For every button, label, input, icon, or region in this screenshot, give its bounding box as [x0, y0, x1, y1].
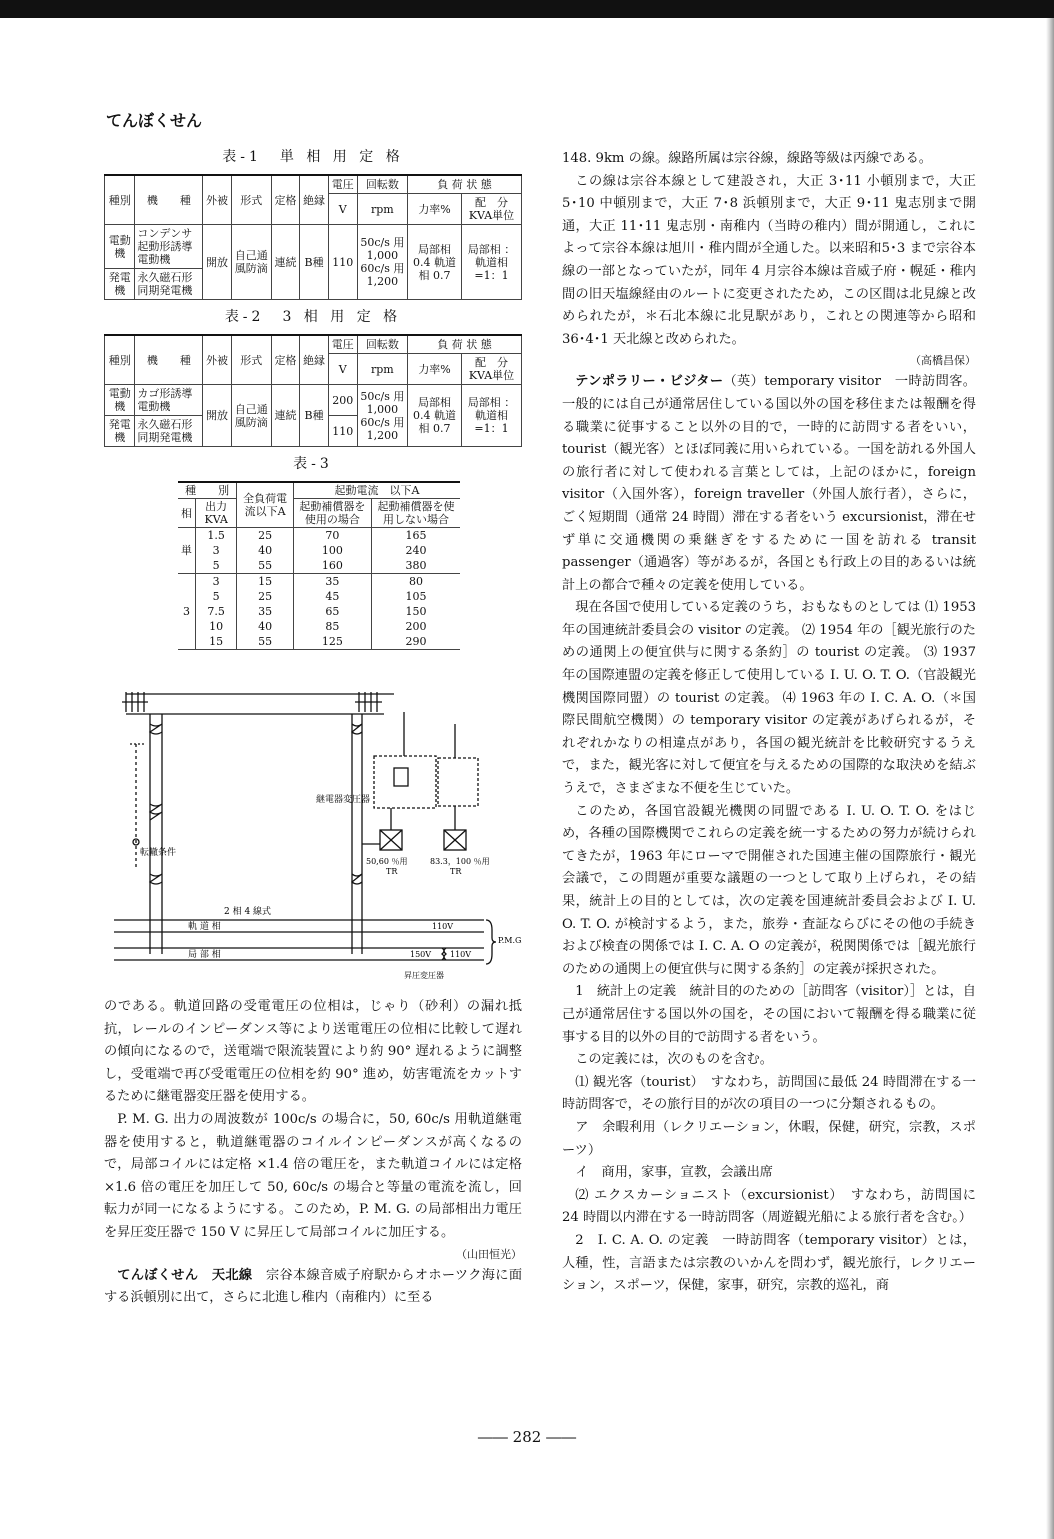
table2	[104, 334, 522, 447]
t2-h-dist: 配 分	[475, 356, 508, 369]
table-row	[178, 543, 460, 558]
right-p2: この線は宗谷本線として建設され，大正 3･11 小頓別まで，大正 5･10 中頓別まで，大正 7･8 浜頓別まで，大正 9･11 鬼志別まで開通，大正 11･11 鬼志別・南稚内（当時の稚内）間が開通し，これによって宗谷本線は旭川・稚内間が全通した。以来昭和5･3 まで宗谷本線の一部となっていたが，同年 4 月宗谷本線は音威子府・幌延・稚内間の旧天塩線経由のルートに変更されたため，この区間は北見線と改められたが，＊石北本線に北見駅があり，これとの関連等から昭和 36･4･1 天北線と改められた。	[562, 173, 976, 347]
table1	[104, 174, 522, 300]
t1-h-dist-unit: KVA単位	[468, 209, 515, 222]
t3-single-cell-full: 55	[237, 558, 294, 574]
t1-h-insul: 絶縁	[300, 175, 329, 225]
t3-single-cell-w: 100	[293, 543, 371, 558]
label-relay-transformer: 継電器変圧器	[316, 795, 371, 805]
page-top-border	[0, 0, 1054, 18]
t3-three-cell-wo: 80	[371, 574, 460, 590]
left-top-hatch	[122, 692, 148, 712]
table-row	[178, 619, 460, 634]
t3-three-cell-w: 45	[293, 589, 371, 604]
t2-dist: 局部相 ：軌道相 =1：1	[462, 385, 522, 447]
t1-rating: 連続	[271, 225, 300, 300]
t3-three-cell-w: 65	[293, 604, 371, 619]
transformer-tr2	[444, 830, 466, 850]
t1-h-dist: 配 分	[475, 196, 508, 209]
t2-rating: 連続	[271, 385, 300, 447]
page-number: ―― 282 ――	[477, 1428, 577, 1446]
t1-h-load: 負 荷 状 態	[408, 175, 522, 194]
t3-three-cell-w: 35	[293, 574, 371, 590]
t3-three-phase-label: 3	[178, 574, 196, 650]
t1-r2-type: 発電機	[105, 269, 135, 300]
t1-r2-machine: 永久磁石形同期発電機	[135, 269, 203, 300]
label-110v-b: 110V	[450, 950, 472, 959]
t3-single-cell-out: 3	[196, 543, 237, 558]
right-p7: この定義には，次のものを含む。	[575, 1052, 773, 1068]
t3-three-cell-full: 15	[237, 574, 294, 590]
t3-three-cell-wo: 150	[371, 604, 460, 619]
right-p6: 1 統計上の定義 統計目的のための［訪問客（visitor）］とは，自己が通常居住する国以外の国を，その国において報酬を得る職業に従事する目的以外の目的で訪問する者をいう。	[562, 984, 976, 1045]
t1-h-voltage: 電圧	[328, 175, 357, 194]
t3-three-cell-w: 125	[293, 634, 371, 650]
t3-three-cell-w: 85	[293, 619, 371, 634]
t2-h-machine: 機 種	[135, 335, 203, 385]
table-row	[178, 604, 460, 619]
t1-cover: 開放	[203, 225, 232, 300]
t3-h-with: 起動補償器を使用の場合	[293, 499, 371, 528]
t3-three-cell-full: 25	[237, 589, 294, 604]
label-bond: 転轍条件	[140, 848, 177, 858]
t3-three-cell-out: 3	[196, 574, 237, 590]
entry-term-temporary-visitor: テンポラリー・ビジター	[575, 374, 724, 390]
t3-three-cell-full: 35	[237, 604, 294, 619]
t3-three-cell-full: 40	[237, 619, 294, 634]
right-p1: 148. 9km の線。線路所属は宗谷線，線路等級は丙線である。	[562, 151, 932, 166]
t3-single-cell-w: 160	[293, 558, 371, 574]
t2-h-type: 種別	[105, 335, 135, 385]
t3-three-cell-out: 5	[196, 589, 237, 604]
table2-caption: 表-2 3 相 用 定 格	[224, 309, 402, 325]
t2-h-voltage: 電圧	[328, 335, 357, 354]
label-150v: 150V	[410, 950, 432, 959]
t3-three-cell-wo: 105	[371, 589, 460, 604]
table1-caption: 表-1 単 相 用 定 格	[222, 149, 404, 165]
t3-single-cell-wo: 380	[371, 558, 460, 574]
left-column	[104, 140, 522, 1310]
t1-h-dist-cell	[462, 194, 522, 225]
label-tr2: 83.3，100 ％用	[430, 857, 490, 866]
t3-h-without: 起動補償器を使用しない場合	[371, 499, 460, 528]
label-local: 局 部 相	[188, 950, 221, 960]
t2-h-pf: 力率%	[408, 354, 462, 385]
right-p3: （英）temporary visitor 一時訪問客。一般的には自己が通常居住している国以外の国を移住または報酬を得る職業に従事すること以外の目的で，一時的に訪問する者をいい，tourist（観光客）とほぼ同義に用いられている。一国を訪れる外国人の旅行者に対して使われる言葉としては，上記のほかに，foreign visitor（入国外客），foreign traveller（外国人旅行者），さらに，ごく短期間（通常 24 時間）滞在する者をいう excursionist，滞在せず単に交通機関の乗継ぎをするために一国を訪れる transit passenger（通過客）等があるが，各国とも行政上の目的あるいは統計上の都合で種々の定義を使用している。	[562, 374, 976, 593]
t1-h-pf: 力率%	[408, 194, 462, 225]
left-coils	[150, 724, 162, 884]
right-p5: このため，各国官設観光機関の同盟である I. U. O. T. O. をはじめ，各種の国際機関でこれらの定義を統一するための努力が続けられてきたが，1963 年にローマで開催された国連主催の国際旅行・観光会議で，この問題が重要な議題の一つとして取り上げられ，その結果，統計上の目的としては，次の定義を国連統計委員会および I. U. O. T. O. が検討するよう，また，旅券・査証ならびにその他の手続きおよび検査の関係では I. C. A. O の定義が，税関関係では［観光旅行のための通関上の便宜供与に関する条約］の定義が採択された。	[562, 803, 976, 977]
t1-r1-type: 電動機	[105, 225, 135, 269]
label-110v-a: 110V	[432, 922, 454, 931]
t1-r1-machine: コンデンサ起動形誘導電動機	[135, 225, 203, 269]
table-row	[178, 558, 460, 574]
t1-form: 自己通風防滴	[231, 225, 271, 300]
label-track: 軌 道 相	[188, 922, 221, 932]
t3-single-cell-full: 40	[237, 543, 294, 558]
entry-term-tenpoku: てんぼくせん 天北線	[117, 1267, 253, 1283]
t1-h-rpm: 回転数	[357, 175, 407, 194]
t3-three-cell-out: 15	[196, 634, 237, 650]
right-p12: 2 I. C. A. O. の定義 一時訪問客（temporary visitor）とは，人種，性，言語または宗教のいかんを問わず，観光旅行，レクリエーション，スポーツ，保健，家事，研究，宗教的巡礼，商	[562, 1232, 976, 1294]
label-tr1: 50,60 ％用	[366, 857, 408, 866]
t2-r2-machine: 永久磁石形同期発電機	[135, 416, 203, 447]
t3-h-output: 出力KVA	[196, 499, 237, 528]
t2-r1-machine: カゴ形誘導電動機	[135, 385, 203, 416]
t3-h-phase: 相	[178, 499, 196, 528]
t2-h-rpm-unit: rpm	[357, 354, 407, 385]
transformer-tr1	[380, 830, 402, 850]
t3-single-cell-wo: 240	[371, 543, 460, 558]
table-row	[178, 634, 460, 650]
t2-rpm: 50c/s 用 1,000 60c/s 用 1,200	[357, 385, 407, 447]
t2-cover: 開放	[203, 385, 232, 447]
t1-h-type: 種別	[105, 175, 135, 225]
right-p11: ⑵ エクスカーショニスト（excursionist） すなわち，訪問国に 24 時間以内滞在する一時訪問客（周遊観光船による旅行者を含む。）	[562, 1187, 976, 1226]
t1-h-machine: 機 種	[135, 175, 203, 225]
t1-h-voltage-unit: V	[328, 194, 357, 225]
t3-three-cell-out: 7.5	[196, 604, 237, 619]
t2-h-dist-unit: KVA単位	[468, 369, 515, 382]
right-p9: ア 余暇利用（レクリエーション，休暇，保健，研究，宗教，スポーツ）	[562, 1119, 976, 1158]
t2-h-form: 形式	[231, 335, 271, 385]
label-pmg: P.M.G.	[498, 936, 522, 945]
t3-three-cell-wo: 200	[371, 619, 460, 634]
running-header: てんぼくせん	[106, 111, 203, 130]
t3-single-phase-label: 単	[178, 528, 196, 574]
t3-single-cell-out: 5	[196, 558, 237, 574]
t2-h-voltage-unit: V	[328, 354, 357, 385]
t2-pf: 局部相 0.4 軌道相 0.7	[408, 385, 462, 447]
t1-h-rating: 定格	[271, 175, 300, 225]
left-text	[104, 996, 522, 1310]
label-tr2-sub: TR	[450, 867, 462, 876]
right-p8: ⑴ 観光客（tourist） すなわち，訪問国に最低 24 時間滞在する一時訪問客で，その旅行目的が次の項目の一つに分類されるもの。	[562, 1074, 976, 1113]
t1-pf: 局部相 0.4 軌道相 0.7	[408, 225, 462, 300]
t2-r1-type: 電動機	[105, 385, 135, 416]
t3-h-kind: 種 別	[178, 482, 237, 499]
label-stepup: 昇圧変圧器	[404, 971, 444, 980]
t2-h-rpm: 回転数	[357, 335, 407, 354]
label-tr1-sub: TR	[386, 867, 398, 876]
t2-h-rating: 定格	[271, 335, 300, 385]
table-row	[178, 589, 460, 604]
right-p4: 現在各国で使用している定義のうち，おもなものとしては ⑴ 1953 年の国連統計委員会の visitor の定義。 ⑵ 1954 年の［観光旅行のための通関上の便宜供与に関する条約］の tourist の定義。 ⑶ 1937 年の国際連盟の定義を修正して使用している I. U. O. T. O.（官設観光機関国際同盟）の tourist の定義。 ⑷ 1963 年の I. C. A. O.（＊国際民間航空機関）の temporary visitor の定義があげられるが，それぞれかなりの相違点があり，各国の観光統計を比較研究するうえで，また，観光客に対して便宜を与えるための国際的な取決めを結ぶうえで，さまざまな不便を生じていた。	[562, 600, 976, 797]
t3-single-cell-full: 25	[237, 528, 294, 544]
track-circuit-diagram	[104, 684, 522, 984]
left-p2: P. M. G. 出力の周波数が 100c/s の場合に，50, 60c/s 用軌道継電器を使用すると，軌道継電器のコイルインピーダンスが高くなるので，局部コイルには定格 ×1.4 倍の電圧を，また軌道コイルには定格×1.6 倍の電圧を加圧して 50, 60c/s の場合と等量の電流を流し，回転力が同一になるようにする。このため，P. M. G. の局部相出力電圧を昇圧変圧器で 150 V に昇圧して局部コイルに加圧する。	[104, 1111, 522, 1240]
right-signature: （高橋昌保）	[910, 354, 976, 368]
t2-r1-voltage: 200	[328, 385, 357, 416]
t1-insul: B種	[300, 225, 329, 300]
table3-caption: 表-3	[293, 456, 333, 472]
t3-single-cell-wo: 165	[371, 528, 460, 544]
t3-h-start: 起動電流 以下A	[293, 482, 460, 499]
t2-h-dist-cell	[462, 354, 522, 385]
label-system: 2 相 4 線式	[224, 907, 272, 917]
t1-h-form: 形式	[231, 175, 271, 225]
t1-h-cover: 外被	[203, 175, 232, 225]
page-right-edge	[1046, 18, 1054, 1539]
right-column	[562, 148, 976, 1298]
left-p1: のである。軌道回路の受電電圧の位相は，じゃり（砂利）の漏れ抵抗，レールのインピーダンス等により送電電圧の位相に比較して遅れの傾向になるので，送電端で限流装置により約 90° 遅れるように調整し，受電端で再び受電電圧の位相を約 90° 進め，妨害電流をカットするために継電器変圧器を使用する。	[104, 999, 522, 1105]
t1-voltage: 110	[328, 225, 357, 300]
t3-single-cell-w: 70	[293, 528, 371, 544]
t2-form: 自己通風防滴	[231, 385, 271, 447]
t2-h-insul: 絶縁	[300, 335, 329, 385]
t2-insul: B種	[300, 385, 329, 447]
t2-r2-voltage: 110	[328, 416, 357, 447]
t2-h-load: 負 荷 状 態	[408, 335, 522, 354]
table-row	[178, 574, 460, 590]
t3-h-fullload: 全負荷電流以下A	[237, 482, 294, 528]
t2-r2-type: 発電機	[105, 416, 135, 447]
left-signature: （山田恒光）	[456, 1247, 522, 1261]
table3	[178, 481, 460, 650]
left-p3: 宗谷本線音威子府駅からオホーツク海に面する浜頓別に出て，さらに北進し稚内（南稚内）に至る	[104, 1267, 523, 1306]
t3-three-phase-group	[178, 574, 460, 650]
t3-three-cell-full: 55	[237, 634, 294, 650]
right-p10: イ 商用，家事，宣教，会議出席	[575, 1165, 773, 1181]
table-row	[178, 528, 460, 544]
t3-three-cell-out: 10	[196, 619, 237, 634]
t1-h-rpm-unit: rpm	[357, 194, 407, 225]
right-top-hatch	[355, 692, 382, 712]
t1-rpm: 50c/s 用 1,000 60c/s 用 1,200	[357, 225, 407, 300]
t3-single-cell-out: 1.5	[196, 528, 237, 544]
t3-single-phase-group	[178, 528, 460, 574]
t1-dist: 局部相 ：軌道相 =1：1	[462, 225, 522, 300]
t3-three-cell-wo: 290	[371, 634, 460, 650]
t2-h-cover: 外被	[203, 335, 232, 385]
